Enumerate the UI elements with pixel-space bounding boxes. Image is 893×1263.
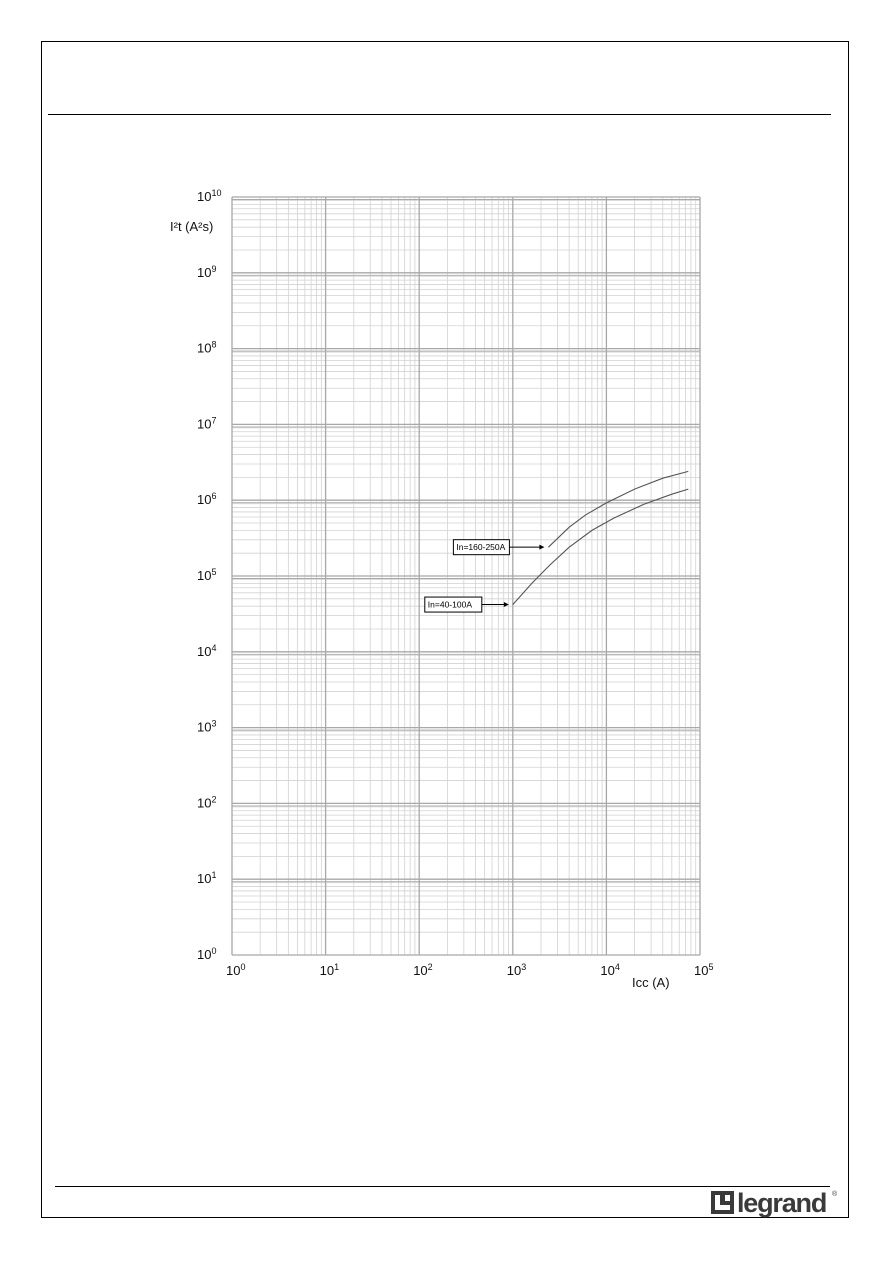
y-tick-label: $10^7$ bbox=[197, 415, 217, 432]
annotation-label: In=160-250A bbox=[456, 542, 506, 553]
y-tick-label: $10^0$ bbox=[197, 946, 217, 962]
y-tick-label: $10^6$ bbox=[197, 491, 217, 508]
registered-mark: ® bbox=[832, 1191, 838, 1198]
y-tick-label: $10^3$ bbox=[197, 718, 217, 735]
x-axis-title: Icc (A) bbox=[632, 975, 670, 990]
y-tick-label: $10^2$ bbox=[197, 794, 217, 811]
chart-curves bbox=[513, 471, 689, 604]
annotation-box-in-160-250a bbox=[453, 540, 544, 555]
x-tick-label: $10^0$ bbox=[226, 962, 246, 978]
x-tick-label: $10^3$ bbox=[506, 962, 527, 978]
y-axis-title: I²t (A²s) bbox=[170, 219, 214, 234]
y-tick-label: $10^{10}$ bbox=[197, 188, 222, 204]
y-tick-label: $10^9$ bbox=[197, 263, 217, 280]
x-tick-label: $10^4$ bbox=[600, 962, 620, 978]
annotation-box-in-40-100a bbox=[425, 597, 509, 612]
annotation-label: In=40-100A bbox=[427, 599, 473, 610]
legrand-mark-icon bbox=[711, 1191, 734, 1214]
y-tick-label: $10^8$ bbox=[197, 339, 217, 356]
y-tick-label: $10^5$ bbox=[197, 567, 217, 583]
x-tick-label: $10^2$ bbox=[413, 962, 433, 978]
x-tick-label: $10^5$ bbox=[694, 962, 714, 978]
y-tick-label: $10^1$ bbox=[197, 870, 217, 887]
annotation-arrowhead bbox=[539, 545, 544, 550]
legrand-logo bbox=[711, 1188, 838, 1218]
legrand-wordmark: legrand bbox=[737, 1188, 827, 1218]
chart-grid bbox=[232, 197, 700, 955]
y-tick-label: $10^4$ bbox=[197, 642, 217, 659]
x-tick-label: $10^1$ bbox=[319, 962, 340, 978]
